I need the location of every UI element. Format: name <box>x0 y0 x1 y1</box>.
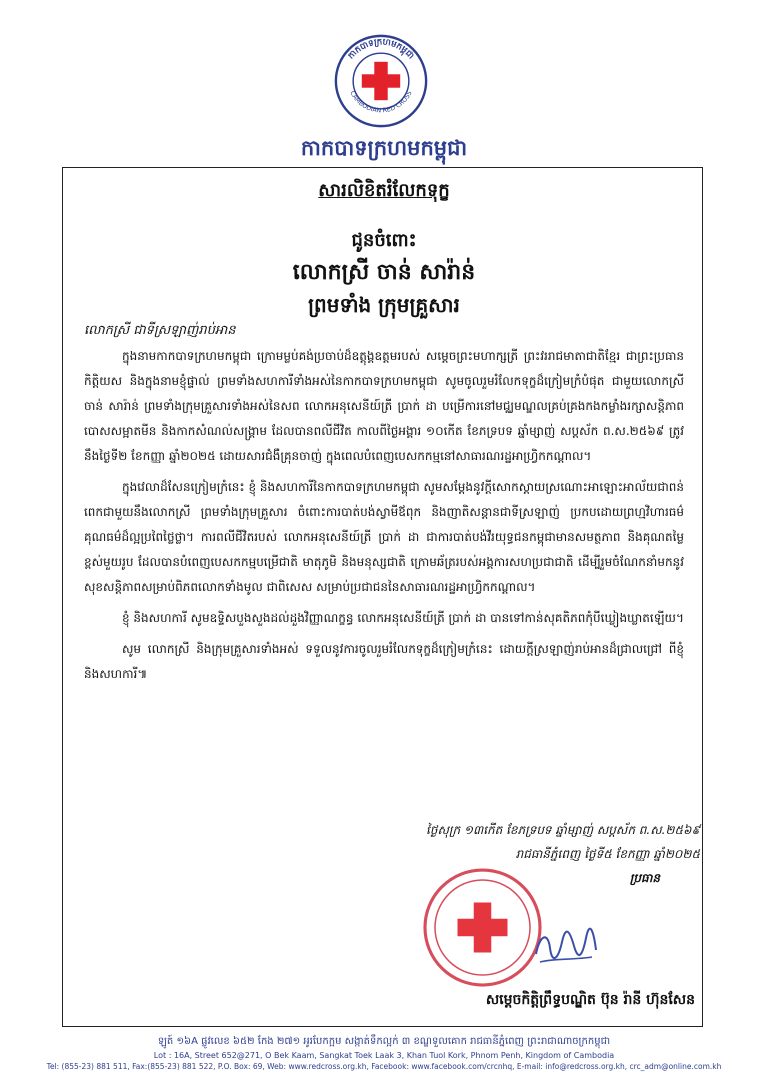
svg-text:កាកបាទក្រហមកម្ពុជា <box>346 37 415 61</box>
paragraph-4: សូម លោកស្រី និងក្រុមគ្រួសារទាំងអស់ ទទួលនូវការចូលរួមរំលែកទុក្ខដ៏ក្រៀមក្រំនេះ ដោយក្តីស្រឡាញ់រាប់អានដ៏ជ្រាលជ្រៅ ពីខ្ញុំ និងសហការី៕ <box>84 642 684 681</box>
paragraph-3: ខ្ញុំ និងសហការី សូមឧទ្ទិសបួងសួងដល់ដួងវិញ្ញាណក្ខន្ធ លោកអនុសេនីយ៍ត្រី ប្រាក់ ដា បានទៅកាន់សុគតិភពកុំបីឃ្លៀងឃ្លាតឡើយ។ <box>122 611 684 625</box>
letter-body <box>84 344 684 693</box>
position: ប្រធាន <box>629 871 660 885</box>
signature <box>530 924 600 972</box>
footer-contact: Tel: (855-23) 881 511, Fax:(855-23) 881 522, P.O. Box: 69, Web: www.redcross.org.kh, Facebook: www.facebook.com/crcnhq, E-mail: info@redcross.org.kh, crc_adm@online.com.kh <box>46 1062 722 1071</box>
recipient-name: លោកស្រី ចាន់ សារ៉ាន់ <box>292 260 476 285</box>
footer-address-en: Lot : 16A, Street 652@271, O Bek Kaam, Sangkat Toek Laak 3, Khan Tuol Kork, Phnom Penh, Kingdom of Cambodia <box>153 1051 615 1060</box>
red-cross-logo <box>333 33 429 129</box>
to-label: ជូនចំពោះ <box>351 230 417 251</box>
salutation: លោកស្រី ជាទីស្រឡាញ់រាប់អាន <box>84 323 236 338</box>
logo-ring-text: កាកបាទក្រហមកម្ពុជា <box>346 37 416 62</box>
recipient-family: ព្រមទាំង ក្រុមគ្រួសារ <box>308 293 460 317</box>
lunar-date: ថ្ងៃសុក្រ ១៣កើត ខែភទ្របទ ឆ្នាំម្សាញ់ សប្តស័ក ព.ស.២៥៦៩ <box>426 823 700 837</box>
footer <box>0 1034 768 1071</box>
document-title: សារលិខិតរំលែកទុក្ខ <box>318 180 450 201</box>
logo-ring-text-en: CAMBODIAN RED CROSS <box>348 89 414 115</box>
official-stamp <box>420 865 545 990</box>
paragraph-2: ក្នុងវេលាដ៏សែនក្រៀមក្រំនេះ ខ្ញុំ និងសហការីនៃកាកបាទក្រហមកម្ពុជា សូមសម្តែងនូវក្តីសោកស្តាយស្រណោះអាឡោះអាល័យជាពន់ពេកជាមួយនឹងលោកស្រី ព្រមទាំងក្រុមគ្រួសារ ចំពោះការបាត់បង់ស្វាមីឪពុក និងញាតិសន្តានជាទីស្រឡាញ់ ប្រកបដោយព្រហ្មវិហារធម៌ គុណធម៌ដ៏ល្អប្រពៃថ្លៃថ្លា។ ការពលីជីវិតរបស់ លោកអនុសេនីយ៍ត្រី ប្រាក់ ដា ជាការបាត់បង់វីរយុទ្ធជនកម្ពុជាមានសមត្ថភាព និងគុណតម្លៃខ្ពស់មួយរូប ដែលបានបំពេញបេសកកម្មបម្រើជាតិ មាតុភូមិ និងមនុស្សជាតិ ក្រោមឆ័ត្ររបស់អង្គការសហប្រជាជាតិ ដើម្បីរួមចំណែកនាំមកនូវសុខសន្តិភាពសម្រាប់ពិភពលោកទាំងមូល ជាពិសេស សម្រាប់ប្រជាជននៃសាធារណរដ្ឋអាហ្វ្រិកកណ្តាល។ <box>84 480 684 594</box>
paragraph-1: ក្នុងនាមកាកបាទក្រហមកម្ពុជា ក្រោមម្លប់គង់ប្រចាប់ដ៏ឧត្តុង្គឧត្តមរបស់ សម្តេចព្រះមហាក្សត្រី ព្រះវររាជមាតាជាតិខ្មែរ ជាព្រះប្រធានកិត្តិយស និងក្នុងនាមខ្ញុំផ្ទាល់ ព្រមទាំងសហការីទាំងអស់នៃកាកបាទក្រហមកម្ពុជា សូមចូលរួមរំលែកទុក្ខដ៏ក្រៀមក្រំបំផុត ជាមួយលោកស្រី ចាន់ សារ៉ាន់ ព្រមទាំងក្រុមគ្រួសារទាំងអស់នៃសព លោកអនុសេនីយ៍ត្រី ប្រាក់ ដា បម្រើការនៅមជ្ឈមណ្ឌលគ្រប់គ្រងកងកម្លាំងរក្សាសន្តិភាព បោសសម្អាតមីន និងកាកសំណល់សង្គ្រាម ដែលបានពលីជីវិត កាលពីថ្ងៃអង្គារ ១០កើត ខែភទ្របទ ឆ្នាំម្សាញ់ សប្តស័ក ព.ស.២៥៦៩ ត្រូវនឹងថ្ងៃទី២ ខែកញ្ញា ឆ្នាំ២០២៥ ដោយសារជំងឺគ្រុនចាញ់ ក្នុងពេលបំពេញបេសកកម្មនៅសាធារណរដ្ឋអាហ្វ្រិកកណ្តាល។ <box>84 349 684 463</box>
footer-address-kh: ឡូត៍ ១៦A ផ្លូវលេខ ៦៥២ កែង ២៧១ អូរបែកក្អម សង្កាត់ទឹកល្អក់ ៣ ខណ្ឌទួលគោក រាជធានីភ្នំពេញ ព្រះរាជាណាចក្រកម្ពុជា <box>157 1036 611 1047</box>
signer-name: សម្តេចកិត្តិព្រឹទ្ធបណ្ឌិត ប៊ុន រ៉ានី ហ៊ុនសែន <box>485 992 695 1008</box>
place-date: រាជធានីភ្នំពេញ ថ្ងៃទី៥ ខែកញ្ញា ឆ្នាំ២០២៥ <box>515 847 700 861</box>
org-name: កាកបាទក្រហមកម្ពុជា <box>300 136 468 160</box>
